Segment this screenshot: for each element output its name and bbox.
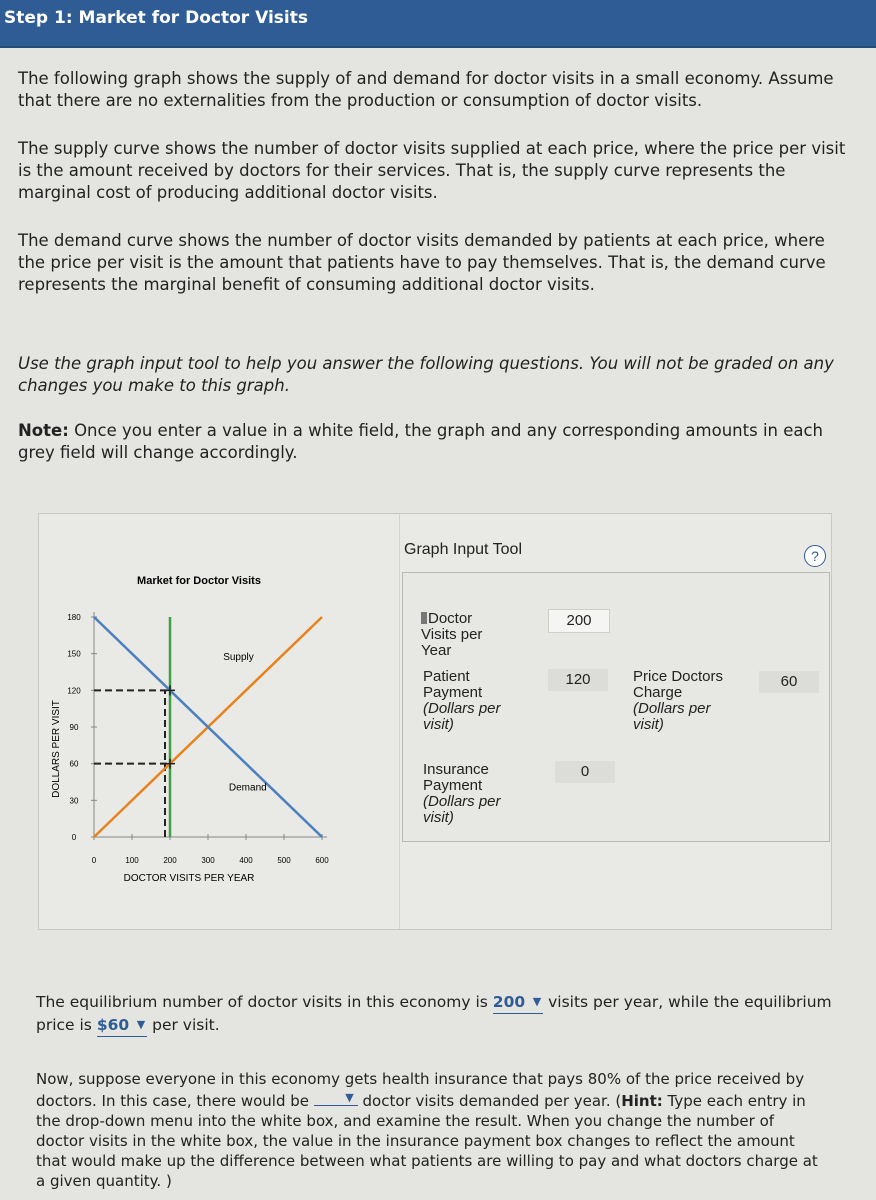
y-tick-label: 30 [69, 796, 79, 806]
x-tick-label: 100 [125, 856, 139, 865]
insurance-payment-label: Insurance Payment (Dollars per visit) [423, 761, 501, 826]
y-tick-label: 60 [69, 759, 79, 769]
equilibrium-question: The equilibrium number of doctor visits in this economy is 200 ▼ visits per year, while the equilibrium price is $60 ▼ per visit. [36, 991, 836, 1037]
doctor-visits-input[interactable]: 200 [548, 609, 610, 633]
x-tick-label: 500 [277, 856, 291, 865]
x-tick-label: 0 [91, 856, 97, 865]
chart-area [39, 514, 400, 929]
note-text: Once you enter a value in a white field, the graph and any corresponding amounts in each grey field will change accordingly. [18, 421, 824, 462]
patient-payment-value: 120 [548, 669, 608, 691]
y-tick-label: 150 [67, 649, 81, 659]
x-axis-label: DOCTOR VISITS PER YEAR [123, 873, 255, 884]
chevron-down-icon: ▼ [532, 995, 542, 1008]
x-tick-label: 400 [239, 856, 253, 865]
equilibrium-price-dropdown[interactable]: $60 ▼ [97, 1014, 147, 1037]
y-tick-label: 90 [69, 723, 79, 732]
price-doctors-charge-value: 60 [759, 671, 819, 693]
intro-paragraph-1: The following graph shows the supply of and demand for doctor visits in a small economy. Assume that there are no externalities from the production or consumption of doctor visits. [18, 69, 834, 110]
graph-input-tool-title: Graph Input Tool [404, 541, 523, 558]
insurance-payment-value: 0 [555, 761, 615, 783]
question-icon[interactable]: ? [804, 545, 826, 567]
chevron-down-icon: ▼ [136, 1018, 146, 1031]
header-bar [0, 0, 876, 48]
y-axis-label: DOLLARS PER VISIT [51, 700, 62, 798]
patient-payment-label: Patient Payment (Dollars per visit) [423, 668, 501, 733]
y-tick-label: 180 [67, 613, 81, 622]
chart-title: Market for Doctor Visits [137, 575, 261, 587]
insurance-question: Now, suppose everyone in this economy gets health insurance that pays 80% of the price received by doctors. In this case, there would be ▼ doctor visits demanded per year. (Hint: Type each entry in the drop-down menu into the white box, and examine the result. When you change the number of doctor visits in the white box, the value in the insurance payment box changes to reflect the amount that would make up the difference between what patients are willing to pay and what doctors charge at a given quantity. ) [36, 1070, 818, 1190]
intro-paragraph-3: The demand curve shows the number of doctor visits demanded by patients at each price, where the price per visit is the amount that patients have to pay themselves. That is, the demand curve represents the marginal benefit of consuming additional doctor visits. [18, 231, 826, 294]
x-tick-label: 200 [163, 856, 177, 865]
intro-paragraph-2: The supply curve shows the number of doctor visits supplied at each price, where the price per visit is the amount received by doctors for their services. That is, the supply curve represents the marginal cost of producing additional doctor visits. [18, 139, 846, 202]
step-title: Step 1: Market for Doctor Visits [4, 8, 308, 28]
x-tick-label: 600 [315, 856, 329, 865]
demand-curve-label: Demand [228, 782, 267, 794]
y-tick-label: 120 [67, 686, 81, 696]
hint-label: Hint: [621, 1092, 663, 1110]
chevron-down-icon: ▼ [345, 1091, 354, 1104]
note-label: Note: [18, 421, 69, 440]
supply-curve-label: Supply [223, 651, 254, 663]
visits-demanded-dropdown[interactable] [314, 1089, 358, 1106]
instruction-paragraph: Use the graph input tool to help you answer the following questions. You will not be graded on any changes you make to this graph. [18, 354, 834, 395]
cursor-icon [421, 612, 427, 624]
market-chart[interactable] [39, 514, 399, 929]
equilibrium-quantity-dropdown[interactable]: 200 ▼ [493, 991, 543, 1014]
x-tick-label: 300 [201, 856, 215, 865]
graph-input-tool [402, 572, 830, 842]
visits-label: Doctor Visits per Year [421, 610, 483, 659]
note-paragraph [18, 420, 853, 464]
y-tick-label: 0 [71, 833, 77, 842]
price-doctors-charge-label: Price Doctors Charge (Dollars per visit) [633, 668, 724, 733]
